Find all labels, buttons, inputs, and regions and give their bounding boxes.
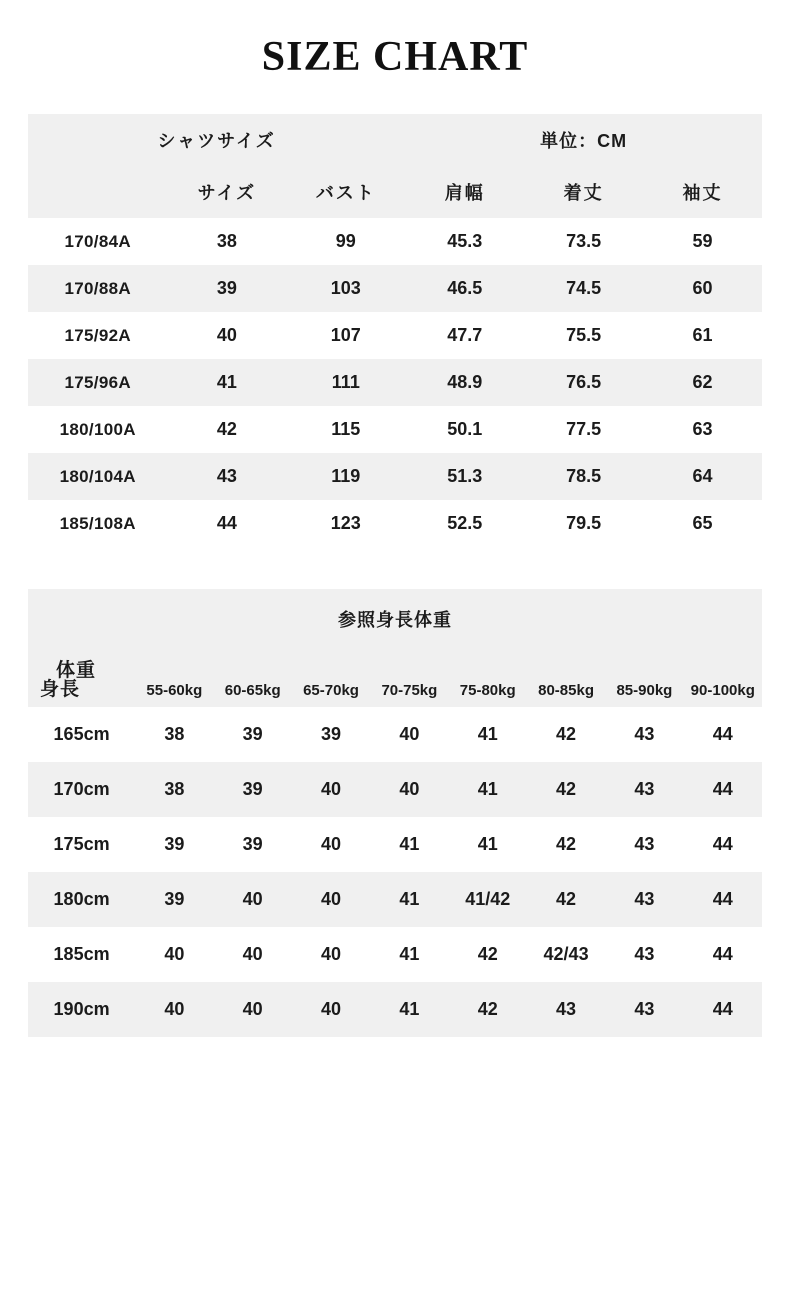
table-row [28, 707, 762, 762]
table-row [28, 265, 762, 312]
shirt-cell-length: 78.5 [566, 466, 602, 487]
reference-cell: 42/43 [543, 944, 589, 965]
reference-cell: 44 [712, 779, 733, 800]
reference-cell: 39 [164, 834, 185, 855]
reference-cell: 42 [477, 999, 498, 1020]
reference-corner-cell [28, 649, 135, 707]
reference-cell: 42 [556, 834, 577, 855]
shirt-cell-size: 40 [216, 325, 237, 346]
shirt-cell-size: 39 [216, 278, 237, 299]
shirt-row-label: 175/92A [64, 325, 131, 345]
corner-height-label: 身長 [40, 679, 81, 701]
page-title: SIZE CHART [261, 34, 529, 80]
reference-cell: 40 [321, 999, 342, 1020]
table-row [28, 817, 762, 872]
shirt-cell-sleeve: 61 [692, 325, 713, 346]
reference-weight-header: 70-75kg [381, 682, 438, 700]
corner-weight-label: 体重 [56, 660, 97, 682]
reference-cell: 39 [242, 779, 263, 800]
reference-cell: 40 [399, 724, 420, 745]
reference-cell: 44 [712, 834, 733, 855]
reference-cell: 42 [477, 944, 498, 965]
reference-cell: 41 [477, 779, 498, 800]
shirt-cell-size: 42 [216, 419, 237, 440]
reference-cell: 39 [321, 724, 342, 745]
reference-weight-header: 90-100kg [690, 682, 755, 700]
shirt-cell-sleeve: 65 [692, 513, 713, 534]
shirt-cell-bust: 103 [330, 278, 361, 299]
reference-cell: 39 [242, 834, 263, 855]
reference-weight-header: 75-80kg [459, 682, 516, 700]
reference-cell: 42 [556, 779, 577, 800]
reference-table [28, 589, 762, 1037]
shirt-cell-bust: 99 [335, 231, 356, 252]
shirt-cell-sleeve: 63 [692, 419, 713, 440]
shirt-cell-sleeve: 62 [692, 372, 713, 393]
shirt-cell-bust: 123 [330, 513, 361, 534]
shirt-cell-length: 79.5 [566, 513, 602, 534]
shirt-table-caption: シャツサイズ [157, 131, 276, 152]
reference-cell: 41 [399, 999, 420, 1020]
table-row [28, 927, 762, 982]
shirt-cell-length: 75.5 [566, 325, 602, 346]
reference-cell: 40 [164, 999, 185, 1020]
shirt-cell-length: 77.5 [566, 419, 602, 440]
shirt-cell-length: 73.5 [566, 231, 602, 252]
reference-cell: 39 [164, 889, 185, 910]
reference-caption: 参照身長体重 [338, 610, 452, 631]
reference-cell: 43 [634, 889, 655, 910]
shirt-header-sleeve: 袖丈 [682, 183, 723, 204]
shirt-header-size: サイズ [197, 183, 257, 204]
reference-cell: 42 [556, 889, 577, 910]
table-row [28, 406, 762, 453]
reference-row-label: 185cm [53, 944, 110, 965]
reference-cell: 40 [399, 779, 420, 800]
shirt-row-label: 185/108A [59, 513, 136, 533]
reference-cell: 41 [477, 724, 498, 745]
reference-cell: 41 [399, 834, 420, 855]
reference-cell: 40 [242, 999, 263, 1020]
reference-cell: 43 [634, 779, 655, 800]
shirt-header-shoulder: 肩幅 [444, 183, 485, 204]
shirt-row-label: 175/96A [64, 372, 131, 392]
shirt-cell-shoulder: 46.5 [447, 278, 483, 299]
reference-row-label: 165cm [53, 724, 110, 745]
table-row [28, 218, 762, 265]
reference-cell: 40 [321, 889, 342, 910]
reference-cell: 44 [712, 724, 733, 745]
reference-cell: 38 [164, 724, 185, 745]
reference-section [28, 589, 762, 1037]
reference-cell: 44 [712, 999, 733, 1020]
shirt-cell-bust: 119 [331, 466, 361, 487]
reference-cell: 39 [242, 724, 263, 745]
reference-cell: 43 [634, 724, 655, 745]
table-row [28, 762, 762, 817]
reference-cell: 44 [712, 944, 733, 965]
shirt-table-caption-row [28, 114, 762, 166]
reference-cell: 40 [321, 779, 342, 800]
reference-cell: 43 [634, 999, 655, 1020]
reference-cell: 42 [556, 724, 577, 745]
shirt-row-label: 170/84A [64, 231, 131, 251]
reference-cell: 40 [321, 834, 342, 855]
reference-cell: 43 [634, 834, 655, 855]
shirt-cell-bust: 111 [331, 372, 360, 393]
reference-weight-header: 55-60kg [146, 682, 203, 700]
shirt-header-blank [28, 166, 167, 218]
shirt-cell-shoulder: 45.3 [447, 231, 483, 252]
shirt-cell-length: 74.5 [566, 278, 602, 299]
reference-row-label: 190cm [53, 999, 110, 1020]
reference-weight-header: 80-85kg [538, 682, 594, 700]
shirt-cell-bust: 115 [331, 419, 361, 440]
shirt-cell-length: 76.5 [566, 372, 602, 393]
shirt-size-table [28, 114, 762, 547]
shirt-cell-shoulder: 48.9 [447, 372, 483, 393]
reference-cell: 43 [556, 999, 577, 1020]
shirt-cell-shoulder: 47.7 [447, 325, 483, 346]
shirt-size-section [28, 114, 762, 547]
shirt-row-label: 180/100A [59, 419, 136, 439]
reference-cell: 41 [399, 944, 420, 965]
reference-row-label: 180cm [53, 889, 110, 910]
shirt-cell-shoulder: 50.1 [447, 419, 483, 440]
reference-weight-header: 85-90kg [616, 682, 673, 700]
shirt-cell-size: 44 [216, 513, 237, 534]
size-chart-page [0, 34, 790, 1316]
shirt-row-label: 180/104A [59, 466, 136, 486]
shirt-cell-size: 43 [216, 466, 237, 487]
table-row [28, 453, 762, 500]
reference-cell: 40 [242, 889, 263, 910]
shirt-table-unit: 単位：CM [540, 131, 628, 152]
table-row [28, 312, 762, 359]
table-row [28, 872, 762, 927]
table-row [28, 500, 762, 547]
shirt-cell-shoulder: 52.5 [447, 513, 483, 534]
shirt-cell-sleeve: 64 [692, 466, 713, 487]
table-row [28, 982, 762, 1037]
reference-cell: 44 [712, 889, 733, 910]
reference-cell: 40 [242, 944, 263, 965]
shirt-cell-shoulder: 51.3 [447, 466, 483, 487]
reference-row-label: 170cm [53, 779, 110, 800]
shirt-row-label: 170/88A [64, 278, 131, 298]
reference-caption-row [28, 589, 762, 649]
shirt-cell-size: 38 [216, 231, 237, 252]
table-row [28, 359, 762, 406]
shirt-cell-sleeve: 60 [692, 278, 713, 299]
reference-header-row [28, 649, 762, 707]
shirt-table-header-row [28, 166, 762, 218]
reference-cell: 40 [164, 944, 185, 965]
reference-cell: 41/42 [465, 889, 511, 910]
reference-weight-header: 65-70kg [303, 682, 359, 700]
reference-cell: 41 [399, 889, 420, 910]
reference-row-label: 175cm [53, 834, 110, 855]
shirt-header-bust: バスト [315, 183, 376, 204]
reference-cell: 43 [634, 944, 655, 965]
shirt-header-length: 着丈 [563, 183, 604, 204]
reference-cell: 38 [164, 779, 185, 800]
reference-weight-header: 60-65kg [224, 682, 281, 700]
shirt-cell-size: 41 [216, 372, 237, 393]
shirt-cell-sleeve: 59 [692, 231, 713, 252]
reference-cell: 41 [477, 834, 498, 855]
reference-cell: 40 [321, 944, 342, 965]
shirt-cell-bust: 107 [330, 325, 361, 346]
